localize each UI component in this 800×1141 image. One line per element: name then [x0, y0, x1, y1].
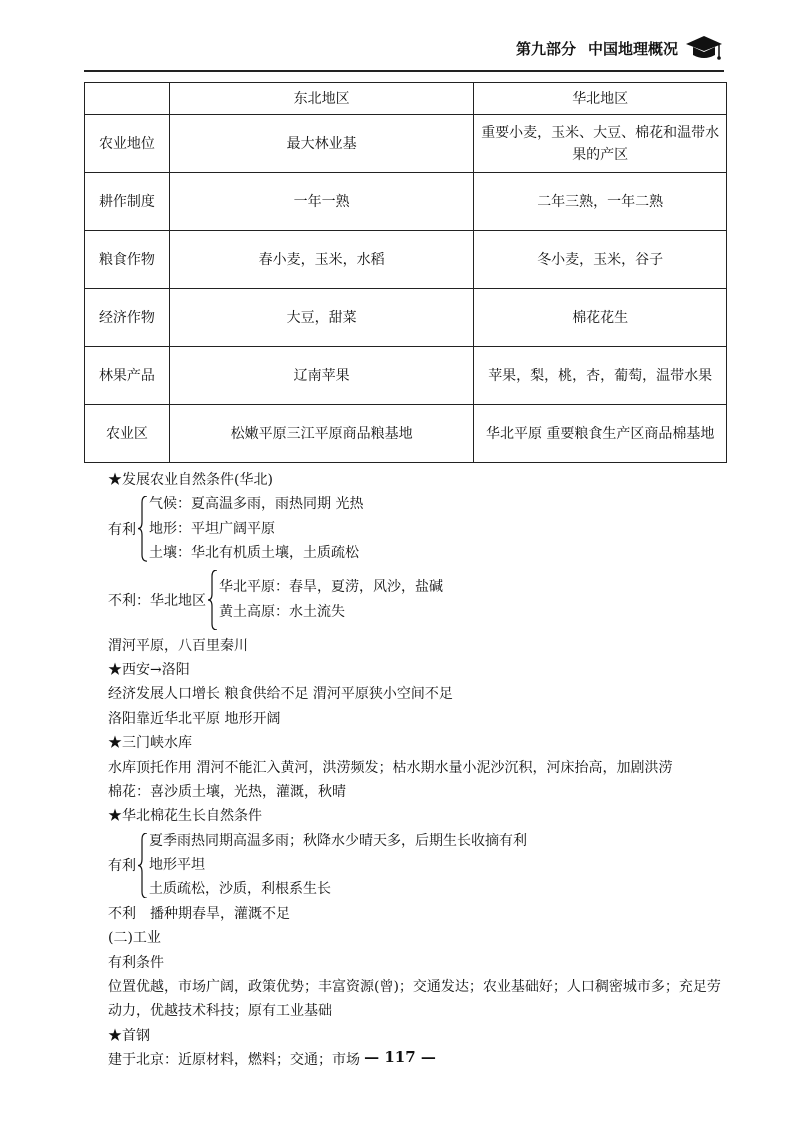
section-title: ★华北棉花生长自然条件	[108, 808, 262, 825]
condition-item: 黄土高原：水土流失	[219, 603, 345, 620]
table-row	[85, 347, 727, 405]
text-line: 棉花：喜沙质土壤，光热，灌溉，秋晴	[108, 783, 346, 800]
text-line: 经济发展人口增长 粮食供给不足 渭河平原狭小空间不足	[108, 686, 453, 703]
table-row	[85, 231, 727, 289]
row-label: 农业地位	[85, 115, 170, 173]
table-row	[85, 115, 727, 173]
graduation-cap-icon	[684, 30, 724, 64]
favorable-label: 有利	[108, 858, 136, 875]
favorable-conditions-group	[108, 492, 733, 565]
north-china-cell: 冬小麦，玉米，谷子	[474, 231, 727, 289]
header-north-china: 华北地区	[474, 83, 727, 115]
section-title: ★发展农业自然条件(华北)	[108, 472, 273, 488]
north-china-cell: 重要小麦，玉米、大豆、棉花和温带水果的产区	[474, 115, 727, 173]
notes-body	[108, 468, 733, 1073]
north-china-cell: 棉花花生	[474, 289, 727, 347]
north-china-cell: 二年三熟，一年二熟	[474, 173, 727, 231]
northeast-cell: 最大林业基	[169, 115, 474, 173]
header-text	[504, 38, 678, 59]
unfavorable-label: 不利：华北地区	[108, 592, 206, 609]
header-part: 第九部分	[515, 40, 576, 58]
row-label: 经济作物	[85, 289, 170, 347]
northeast-cell: 春小麦，玉米，水稻	[169, 231, 474, 289]
section-title: ★三门峡水库	[108, 735, 192, 752]
section-title: ★首钢	[108, 1027, 150, 1044]
brace-icon	[208, 570, 218, 630]
condition-item: 地形：平坦广阔平原	[149, 520, 275, 537]
brace-icon	[138, 496, 148, 561]
condition-item: 土壤：华北有机质土壤，土质疏松	[149, 545, 359, 562]
section-title: ★西安→洛阳	[108, 661, 190, 678]
section-title: (二)工业	[108, 930, 161, 947]
condition-item: 气候：夏高温多雨，雨热同期 光热	[149, 496, 364, 513]
text-line: 渭河平原，八百里秦川	[108, 637, 248, 654]
cotton-favorable-group	[108, 829, 733, 902]
northeast-cell: 辽南苹果	[169, 347, 474, 405]
condition-item: 华北平原：春旱，夏涝，风沙，盐碱	[219, 579, 443, 596]
text-line: 水库顶托作用 渭河不能汇入黄河，洪涝频发；枯水期水量小泥沙沉积，河床抬高，加剧洪涝	[108, 759, 673, 776]
favorable-label: 有利	[108, 521, 136, 538]
row-label: 耕作制度	[85, 173, 170, 231]
brace-icon	[138, 833, 148, 898]
north-china-cell: 苹果，梨，桃，杏，葡萄，温带水果	[474, 347, 727, 405]
condition-item: 地形平坦	[149, 857, 205, 874]
paragraph: 位置优越，市场广阔，政策优势；丰富资源(曾)；交通发达；农业基础好；人口稠密城市多；充足劳动力，优越技术科技；原有工业基础	[108, 979, 721, 1020]
text-line: 不利 播种期春旱，灌溉不足	[108, 905, 290, 922]
row-label: 粮食作物	[85, 231, 170, 289]
agriculture-comparison-table	[84, 82, 727, 463]
row-label: 农业区	[85, 405, 170, 463]
row-label: 林果产品	[85, 347, 170, 405]
text-line: 洛阳靠近华北平原 地形开阔	[108, 710, 281, 727]
table-header-row	[85, 83, 727, 115]
page-header	[84, 30, 724, 72]
table-row	[85, 173, 727, 231]
northeast-cell: 松嫩平原三江平原商品粮基地	[169, 405, 474, 463]
table-corner-cell	[85, 83, 170, 115]
header-northeast: 东北地区	[169, 83, 474, 115]
text-line: 建于北京：近原材料，燃料；交通；市场	[108, 1052, 360, 1069]
unfavorable-conditions-group	[108, 566, 733, 634]
northeast-cell: 一年一熟	[169, 173, 474, 231]
north-china-cell: 华北平原 重要粮食生产区商品棉基地	[474, 405, 727, 463]
table-row	[85, 289, 727, 347]
header-title: 中国地理概况	[587, 40, 678, 58]
condition-item: 夏季雨热同期高温多雨；秋降水少晴天多，后期生长收摘有利	[149, 832, 527, 849]
table-row	[85, 405, 727, 463]
text-line: 有利条件	[108, 954, 164, 971]
page-number: — 117 —	[364, 1048, 436, 1066]
condition-item: 土质疏松，沙质，利根系生长	[149, 881, 331, 898]
northeast-cell: 大豆，甜菜	[169, 289, 474, 347]
